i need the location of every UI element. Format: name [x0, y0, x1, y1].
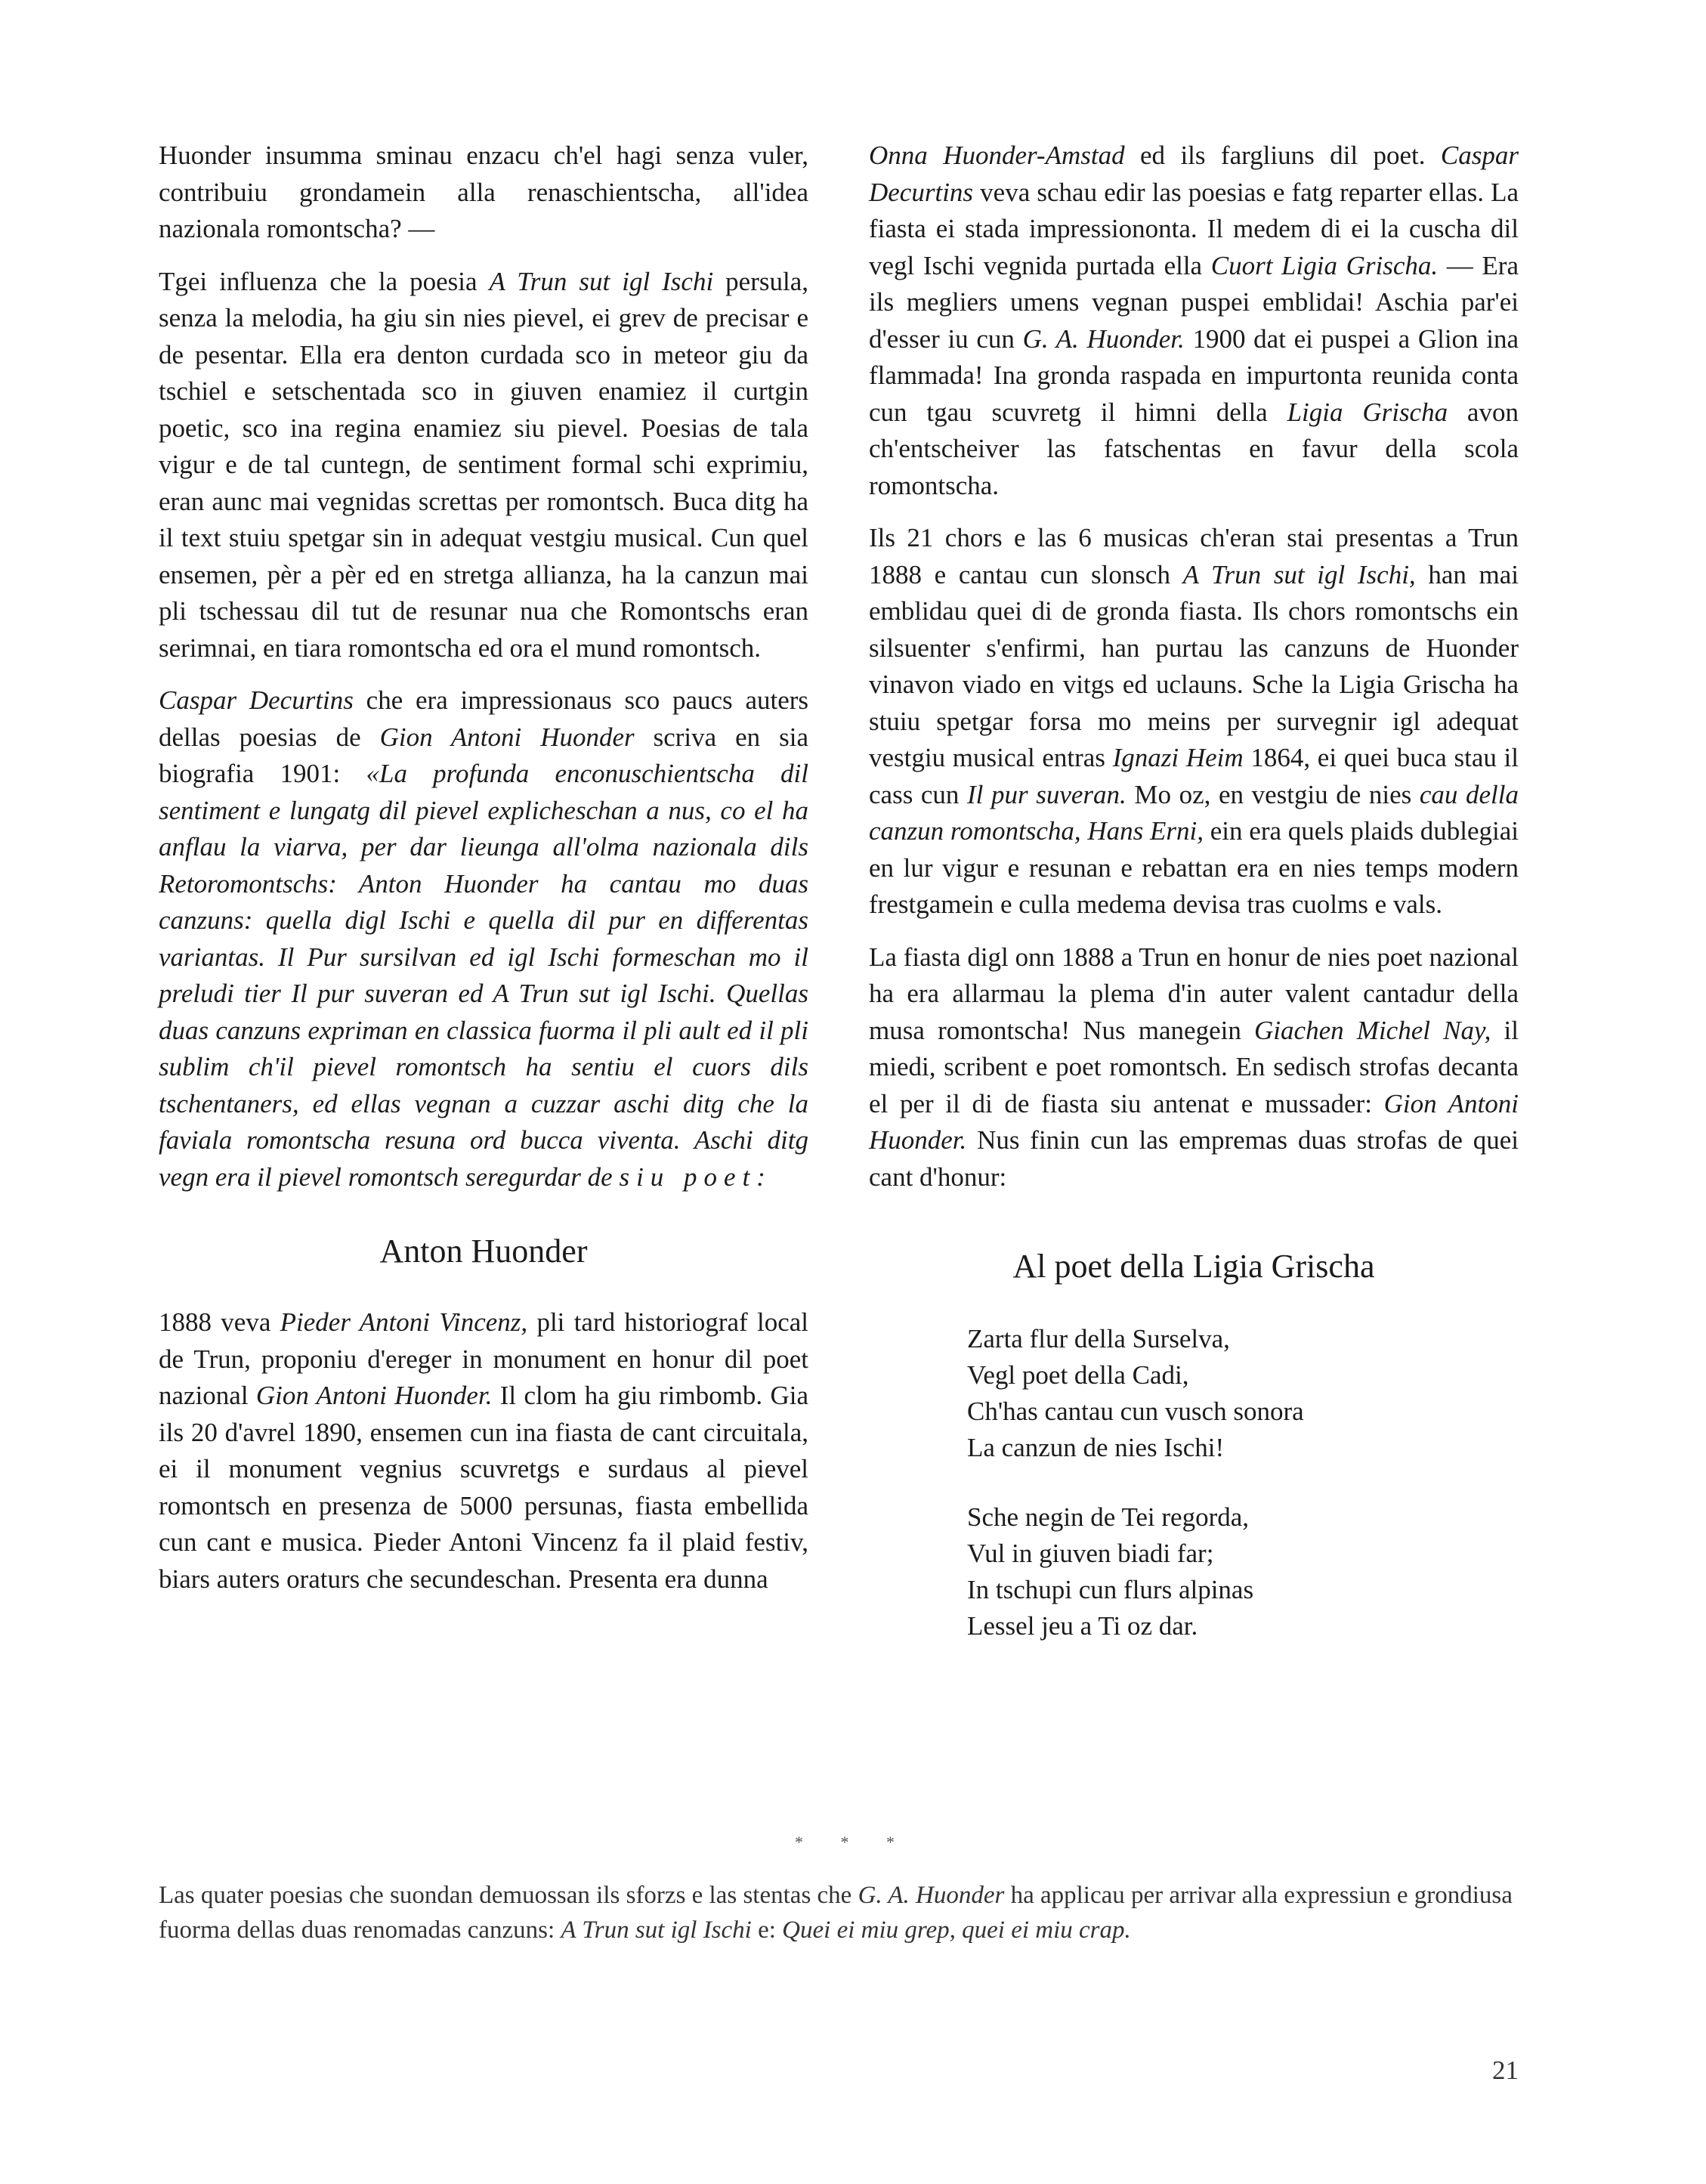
poem-line: In tschupi cun flurs alpinas	[967, 1575, 1254, 1604]
poem-line: Lessel jeu a Ti oz dar.	[967, 1611, 1198, 1641]
poem-line: Sche negin de Tei regorda,	[967, 1502, 1250, 1532]
paragraph: Ils 21 chors e las 6 musicas ch'eran stai presentas a Trun 1888 e cantau cun slonsch A Trun sut igl Ischi, han mai emblidau quei di de gronda fiasta. Ils chors romontschs ein silsuenter s'enfirmi, han purtau las canzuns de Huonder vinavon viado en vitgs ed uclauns. Sche la Ligia Grischa ha stuiu spetgar forsa mo meins per survegnir igl adequat vestgiu musical entras Ignazi Heim 1864, ei quei buca stau il cass cun Il pur suveran. Mo oz, en vestgiu de nies cau della canzun romontscha, Hans Erni, ein era quels plaids dublegiai en lur vigur e resunan e rebattan era en nies temps modern frestgamein e culla medema devisa tras cuolms e vals.	[869, 523, 1519, 919]
paragraph: Onna Huonder-Amstad ed ils fargliuns dil poet. Caspar Decurtins veva schau edir las poesias e fatg reparter ellas. La fiasta ei stada impressiononta. Il medem di ei la cuscha dil vegl Ischi vegnida purtada ella Cuort Ligia Grischa. — Era ils megliers umens vegnan puspei emblidai! Aschia par'ei d'esser iu cun G. A. Huonder. 1900 dat ei puspei a Glion ina flammada! Ina gronda raspada en impurtonta reunida conta cun tgau scuvretg il himni della Ligia Grischa avon ch'entscheiver las fatschentas en favur della scola romontscha.	[869, 141, 1519, 500]
paragraph: Tgei influenza che la poesia A Trun sut igl Ischi persula, senza la melodia, ha giu sin nies pievel, ei grev de precisar e de pesentar. Ella era denton curdada sco in meteor giu da tschiel e setschentada sco in giuven enamiez il curtgin poetic, sco ina regina enamiez siu pievel. Poesias de tala vigur e de tal cuntegn, de sentiment formal schi exprimiu, eran aunc mai vegnidas screttas per romontsch. Buca ditg ha il text stuiu spetgar sin in adequat vestgiu musical. Cun quel ensemen, pèr a pèr ed en stretga allianza, ha la canzun mai pli tschessau dil tut de resunar nua che Romontschs eran serimnai, en tiara romontscha ed ora el mund romontsch.	[159, 266, 808, 663]
poem-stanza	[967, 1321, 1519, 1466]
page-number: 21	[1492, 2056, 1519, 2085]
right-column	[869, 138, 1519, 1678]
poem	[967, 1321, 1519, 1644]
section-heading: Anton Huonder	[379, 1233, 588, 1270]
poem-line: Ch'has cantau cun vusch sonora	[967, 1397, 1304, 1426]
poem-title: Al poet della Ligia Grischa	[1012, 1248, 1375, 1285]
poem-line: Zarta flur della Surselva,	[967, 1324, 1230, 1353]
paragraph: 1888 veva Pieder Antoni Vincenz, pli tard historiograf local de Trun, proponiu d'ereger in monument en honur dil poet nazional Gion Antoni Huonder. Il clom ha giu rimbomb. Gia ils 20 d'avrel 1890, ensemen cun ina fiasta de cant circuitala, ei il monument vegnius scuvretgs e surdaus al pievel romontsch en presenza de 5000 persunas, fiasta embellida cun cant e musica. Pieder Antoni Vincenz fa il plaid festiv, biars auters oraturs che secundeschan. Presenta era dunna	[159, 1307, 809, 1594]
paragraph: Huonder insumma sminau enzacu ch'el hagi senza vuler, contribuiu grondamein alla renaschientscha, all'idea nazionala romontscha? —	[159, 141, 808, 243]
left-column	[159, 138, 808, 1598]
caption: Las quater poesias che suondan demuossan ils sforzs e las stentas che G. A. Huonder ha applicau per arrivar alla expressiun e grondiusa fuorma dellas duas renomadas canzuns: A Trun sut igl Ischi e: Quei ei miu grep, quei ei miu crap.	[159, 1882, 1513, 1944]
section-separator: * * *	[795, 1833, 911, 1851]
paragraph: Caspar Decurtins che era impressionaus sco paucs auters dellas poesias de Gion Antoni Huonder scriva en sia biografia 1901: «La profunda enconuschientscha dil sentiment e lungatg dil pievel explicheschan a nus, co el ha anflau la viarva, per dar lieunga all'olma nazionala dils Retoromontschs: Anton Huonder ha cantau mo duas canzuns: quella digl Ischi e quella dil pur en differentas variantas. Il Pur sursilvan ed igl Ischi formeschan mo il preludi tier Il pur suveran ed A Trun sut igl Ischi. Quellas duas canzuns expriman en classica fuorma il pli ault ed il pli sublim ch'il pievel romontsch ha sentiu el cuors dils tschentaners, ed ellas vegnan a cuzzar aschi ditg che la faviala romontscha resuna ord bucca viventa. Aschi ditg vegn era il pievel romontsch seregurdar de siu poet:	[159, 685, 809, 1192]
poem-stanza	[967, 1499, 1519, 1644]
poem-line: Vegl poet della Cadi,	[967, 1360, 1189, 1390]
poem-line: Vul in giuven biadi far;	[967, 1539, 1214, 1568]
paragraph: La fiasta digl onn 1888 a Trun en honur de nies poet nazional ha era allarmau la plema d'in auter valent cantadur della musa romontscha! Nus manegein Giachen Michel Nay, il miedi, scribent e poet romontsch. En sedisch strofas decanta el per il di de fiasta siu antenat e mussader: Gion Antoni Huonder. Nus finin cun las empremas duas strofas de quei cant d'honur:	[869, 942, 1519, 1192]
poem-line: La canzun de nies Ischi!	[967, 1433, 1225, 1462]
